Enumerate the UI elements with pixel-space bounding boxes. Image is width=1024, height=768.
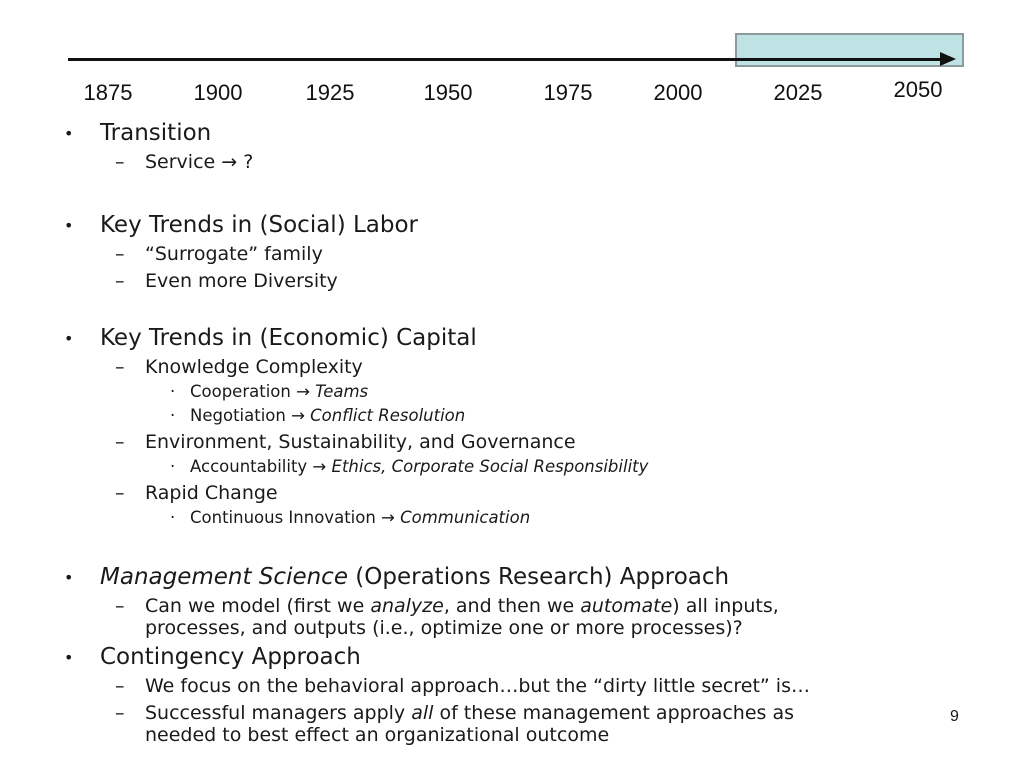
year-label: 1950 [423,80,473,105]
sub-bullet-text: Rapid Change [145,482,278,504]
sub-bullet-surrogate [115,243,323,265]
dash-icon: – [115,243,125,265]
dot-icon: · [170,406,176,425]
dash-icon: – [115,595,125,617]
arrow-right-icon [940,52,956,66]
sub-bullet-rapid-change [115,482,278,504]
bullet-text-italic: Management Science [100,564,348,590]
bullet-icon: • [64,216,74,235]
dash-icon: – [115,151,125,173]
timeline-axis [68,58,942,61]
sub-bullet-text: Service → ? [145,151,254,173]
sub-bullet-successful-managers-cont [145,724,609,746]
text-part: processes, and outputs (i.e., optimize one or more processes)? [145,617,743,639]
sub-bullet-text: We focus on the behavioral approach…but the “dirty little secret” is… [145,675,810,697]
sub-bullet-text: “Surrogate” family [145,243,323,265]
sub-sub-bullet-accountability [170,457,649,476]
bullet-social-labor [64,212,419,238]
timeline [0,0,1024,110]
dash-icon: – [115,675,125,697]
sub-bullet-focus [115,675,810,697]
item-result: Teams [315,382,369,401]
sub-sub-bullet-negotiation [170,406,466,425]
bullet-economic-capital [64,325,477,351]
page-number: 9 [950,708,959,725]
bullet-management-science [64,564,730,590]
year-label: 1975 [543,80,593,105]
year-label: 1875 [83,80,133,105]
sub-sub-bullet-innovation [170,508,531,527]
sub-bullet-service [115,151,254,173]
bullet-text: Key Trends in (Social) Labor [100,212,419,238]
bullet-contingency [64,644,361,670]
year-label: 1900 [193,80,243,105]
item-result: Ethics, Corporate Social Responsibility [331,457,649,476]
dot-icon: · [170,457,176,476]
bullet-transition [64,120,212,146]
bullet-icon: • [64,329,74,348]
item-text: Continuous Innovation → [190,508,401,527]
sub-bullet-successful-managers [115,702,795,724]
future-highlight-box [735,33,964,67]
dash-icon: – [115,702,125,724]
text-italic: automate [580,595,673,617]
item-text: Cooperation → [190,382,316,401]
dash-icon: – [115,431,125,453]
text-part: ) all inputs, [672,595,779,617]
text-italic: all [411,702,434,724]
bullet-icon: • [64,568,74,587]
bullet-icon: • [64,648,74,667]
dash-icon: – [115,270,125,292]
year-label: 2050 [893,77,943,102]
item-result: Communication [400,508,531,527]
dot-icon: · [170,508,176,527]
sub-bullet-text: Even more Diversity [145,270,338,292]
sub-sub-bullet-cooperation [170,382,369,401]
sub-bullet-environment [115,431,576,453]
year-label: 2000 [653,80,703,105]
dot-icon: · [170,382,176,401]
bullet-text: Key Trends in (Economic) Capital [100,325,477,351]
text-part: of these management approaches as [433,702,795,724]
sub-bullet-diversity [115,270,338,292]
text-part: Can we model (first we [145,595,371,617]
sub-bullet-text: Environment, Sustainability, and Governance [145,431,576,453]
year-label: 1925 [305,80,355,105]
text-part: needed to best effect an organizational outcome [145,724,610,746]
sub-bullet-knowledge [115,356,363,378]
text-part: , and then we [443,595,581,617]
sub-bullet-model-question [115,595,779,617]
item-text: Negotiation → [190,406,311,425]
bullet-text: Contingency Approach [100,644,361,670]
year-label: 2025 [773,80,823,105]
dash-icon: – [115,356,125,378]
sub-bullet-text: Knowledge Complexity [145,356,363,378]
bullet-text: (Operations Research) Approach [347,564,730,590]
item-result: Conflict Resolution [310,406,466,425]
sub-bullet-model-question-cont [145,617,743,639]
bullet-icon: • [64,124,74,143]
item-text: Accountability → [190,457,332,476]
dash-icon: – [115,482,125,504]
text-italic: analyze [370,595,444,617]
text-part: Successful managers apply [145,702,412,724]
bullet-text: Transition [100,120,212,146]
